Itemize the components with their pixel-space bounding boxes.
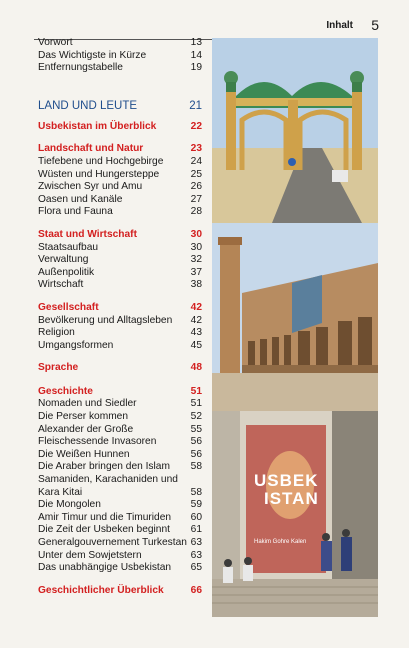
toc-title: Amir Timur und die Timuriden (38, 511, 172, 523)
toc-page-number: 65 (190, 562, 202, 574)
toc-page-number: 51 (190, 385, 202, 397)
toc-title: Samaniden, Karachaniden und (38, 474, 178, 486)
toc-section (38, 362, 202, 375)
page-number: 5 (371, 17, 379, 33)
toc-page-number: 30 (190, 241, 202, 253)
toc-page-number: 21 (189, 99, 202, 112)
toc-page-number: 14 (190, 49, 202, 61)
toc-title: Die Weißen Hunnen (38, 448, 130, 460)
toc-page-number: 19 (190, 62, 202, 74)
toc-title: Tiefebene und Hochgebirge (38, 155, 164, 167)
toc-title: Die Perser kommen (38, 411, 129, 423)
table-of-contents (38, 37, 202, 597)
toc-entry (38, 398, 202, 411)
toc-title: Das Wichtigste in Kürze (38, 49, 147, 61)
toc-title: Verwaltung (38, 254, 89, 266)
toc-entry (38, 550, 202, 563)
toc-entry (38, 461, 202, 474)
toc-entry (38, 50, 202, 63)
toc-entry (38, 537, 202, 550)
toc-entry (38, 62, 202, 75)
toc-entry (38, 315, 202, 328)
toc-page-number: 24 (190, 155, 202, 167)
toc-entry (38, 194, 202, 207)
photo-column (212, 38, 378, 617)
poster-title-line2: ISTAN (264, 489, 319, 508)
toc-title: Usbekistan im Überblick (38, 120, 157, 132)
toc-page-number: 55 (190, 423, 202, 435)
toc-title: Flora und Fauna (38, 206, 113, 218)
toc-title: Nomaden und Siedler (38, 398, 137, 410)
toc-page-number: 60 (190, 511, 202, 523)
toc-entry (38, 436, 202, 449)
toc-entry (38, 449, 202, 462)
toc-entry (38, 206, 202, 219)
toc-page-number: 25 (190, 168, 202, 180)
toc-page-number: 66 (190, 584, 202, 596)
toc-section (38, 121, 202, 134)
toc-title: Umgangsformen (38, 339, 114, 351)
toc-page-number: 45 (190, 339, 202, 351)
toc-section (38, 143, 202, 156)
toc-title: Unter dem Sowjetstern (38, 549, 142, 561)
toc-entry (38, 327, 202, 340)
toc-page-number: 37 (190, 266, 202, 278)
toc-entry (38, 169, 202, 182)
toc-section (38, 386, 202, 399)
toc-page-number: 22 (190, 120, 202, 132)
toc-entry (38, 37, 202, 50)
toc-title: Die Mongolen (38, 499, 101, 511)
photo-minaret (212, 223, 378, 411)
toc-entry (38, 424, 202, 437)
toc-title: LAND UND LEUTE (38, 99, 138, 112)
toc-entry (38, 411, 202, 424)
toc-page-number: 42 (190, 314, 202, 326)
toc-entry (38, 512, 202, 525)
photo-exhibition-poster (212, 411, 378, 617)
toc-entry (38, 474, 202, 487)
toc-entry (38, 267, 202, 280)
toc-entry (38, 156, 202, 169)
toc-title: Wüsten und Hungersteppe (38, 168, 160, 180)
toc-page-number: 52 (190, 411, 202, 423)
toc-title: Vorwort (38, 37, 73, 48)
toc-page-number: 28 (190, 206, 202, 218)
toc-title: Die Araber bringen den Islam (38, 461, 170, 473)
toc-title: Kara Kitai (38, 486, 83, 498)
toc-title: Wirtschaft (38, 279, 84, 291)
toc-section (38, 302, 202, 315)
toc-page-number: 30 (190, 228, 202, 240)
toc-page-number: 59 (190, 499, 202, 511)
toc-page-number: 23 (190, 143, 202, 155)
toc-page-number: 48 (190, 362, 202, 374)
toc-title: Geschichtlicher Überblick (38, 584, 164, 596)
toc-page-number: 38 (190, 279, 202, 291)
toc-title: Generalgouvernement Turkestan (38, 537, 187, 548)
toc-entry (38, 524, 202, 537)
toc-title: Sprache (38, 362, 79, 374)
toc-entry (38, 279, 202, 292)
toc-page-number: 43 (190, 327, 202, 339)
toc-page-number: 42 (190, 301, 202, 313)
toc-page-number: 27 (190, 193, 202, 205)
toc-title: Staat und Wirtschaft (38, 228, 137, 240)
toc-title: Entfernungstabelle (38, 62, 123, 74)
poster-title-line1: USBEK (254, 471, 319, 490)
toc-page-number: 58 (190, 461, 202, 473)
toc-entry (38, 487, 202, 500)
toc-page-number: 32 (190, 254, 202, 266)
toc-title: Gesellschaft (38, 301, 99, 313)
toc-title: Oasen und Kanäle (38, 193, 123, 205)
toc-entry (38, 254, 202, 267)
toc-title: Die Zeit der Usbeken beginnt (38, 524, 170, 536)
toc-title: Religion (38, 327, 75, 339)
toc-title: Das unabhängige Usbekistan (38, 562, 172, 574)
toc-title: Fleischessende Invasoren (38, 436, 157, 448)
running-header-title: Inhalt (326, 20, 353, 31)
toc-page-number: 26 (190, 181, 202, 193)
toc-title: Landschaft und Natur (38, 143, 144, 155)
toc-entry (38, 499, 202, 512)
toc-entry (38, 562, 202, 575)
toc-section (38, 585, 202, 598)
toc-page-number: 56 (190, 448, 202, 460)
toc-page-number: 13 (190, 37, 202, 48)
toc-section (38, 229, 202, 242)
toc-title: Bevölkerung und Alltagsleben (38, 314, 173, 326)
toc-title: Außenpolitik (38, 266, 95, 278)
toc-page-number: 61 (190, 524, 202, 536)
photo-gate (212, 38, 378, 223)
toc-page-number: 56 (190, 436, 202, 448)
toc-page-number: 58 (190, 486, 202, 498)
toc-entry (38, 181, 202, 194)
toc-page-number: 63 (190, 549, 202, 561)
toc-title: Alexander der Große (38, 423, 134, 435)
toc-chapter (38, 99, 202, 113)
toc-entry (38, 242, 202, 255)
toc-title: Staatsaufbau (38, 241, 99, 253)
toc-page-number: 51 (190, 398, 202, 410)
poster-small-text: Hakim Gohre Kalen (254, 539, 307, 545)
toc-page-number: 63 (190, 537, 202, 548)
toc-title: Zwischen Syr und Amu (38, 181, 143, 193)
toc-title: Geschichte (38, 385, 93, 397)
toc-entry (38, 340, 202, 353)
